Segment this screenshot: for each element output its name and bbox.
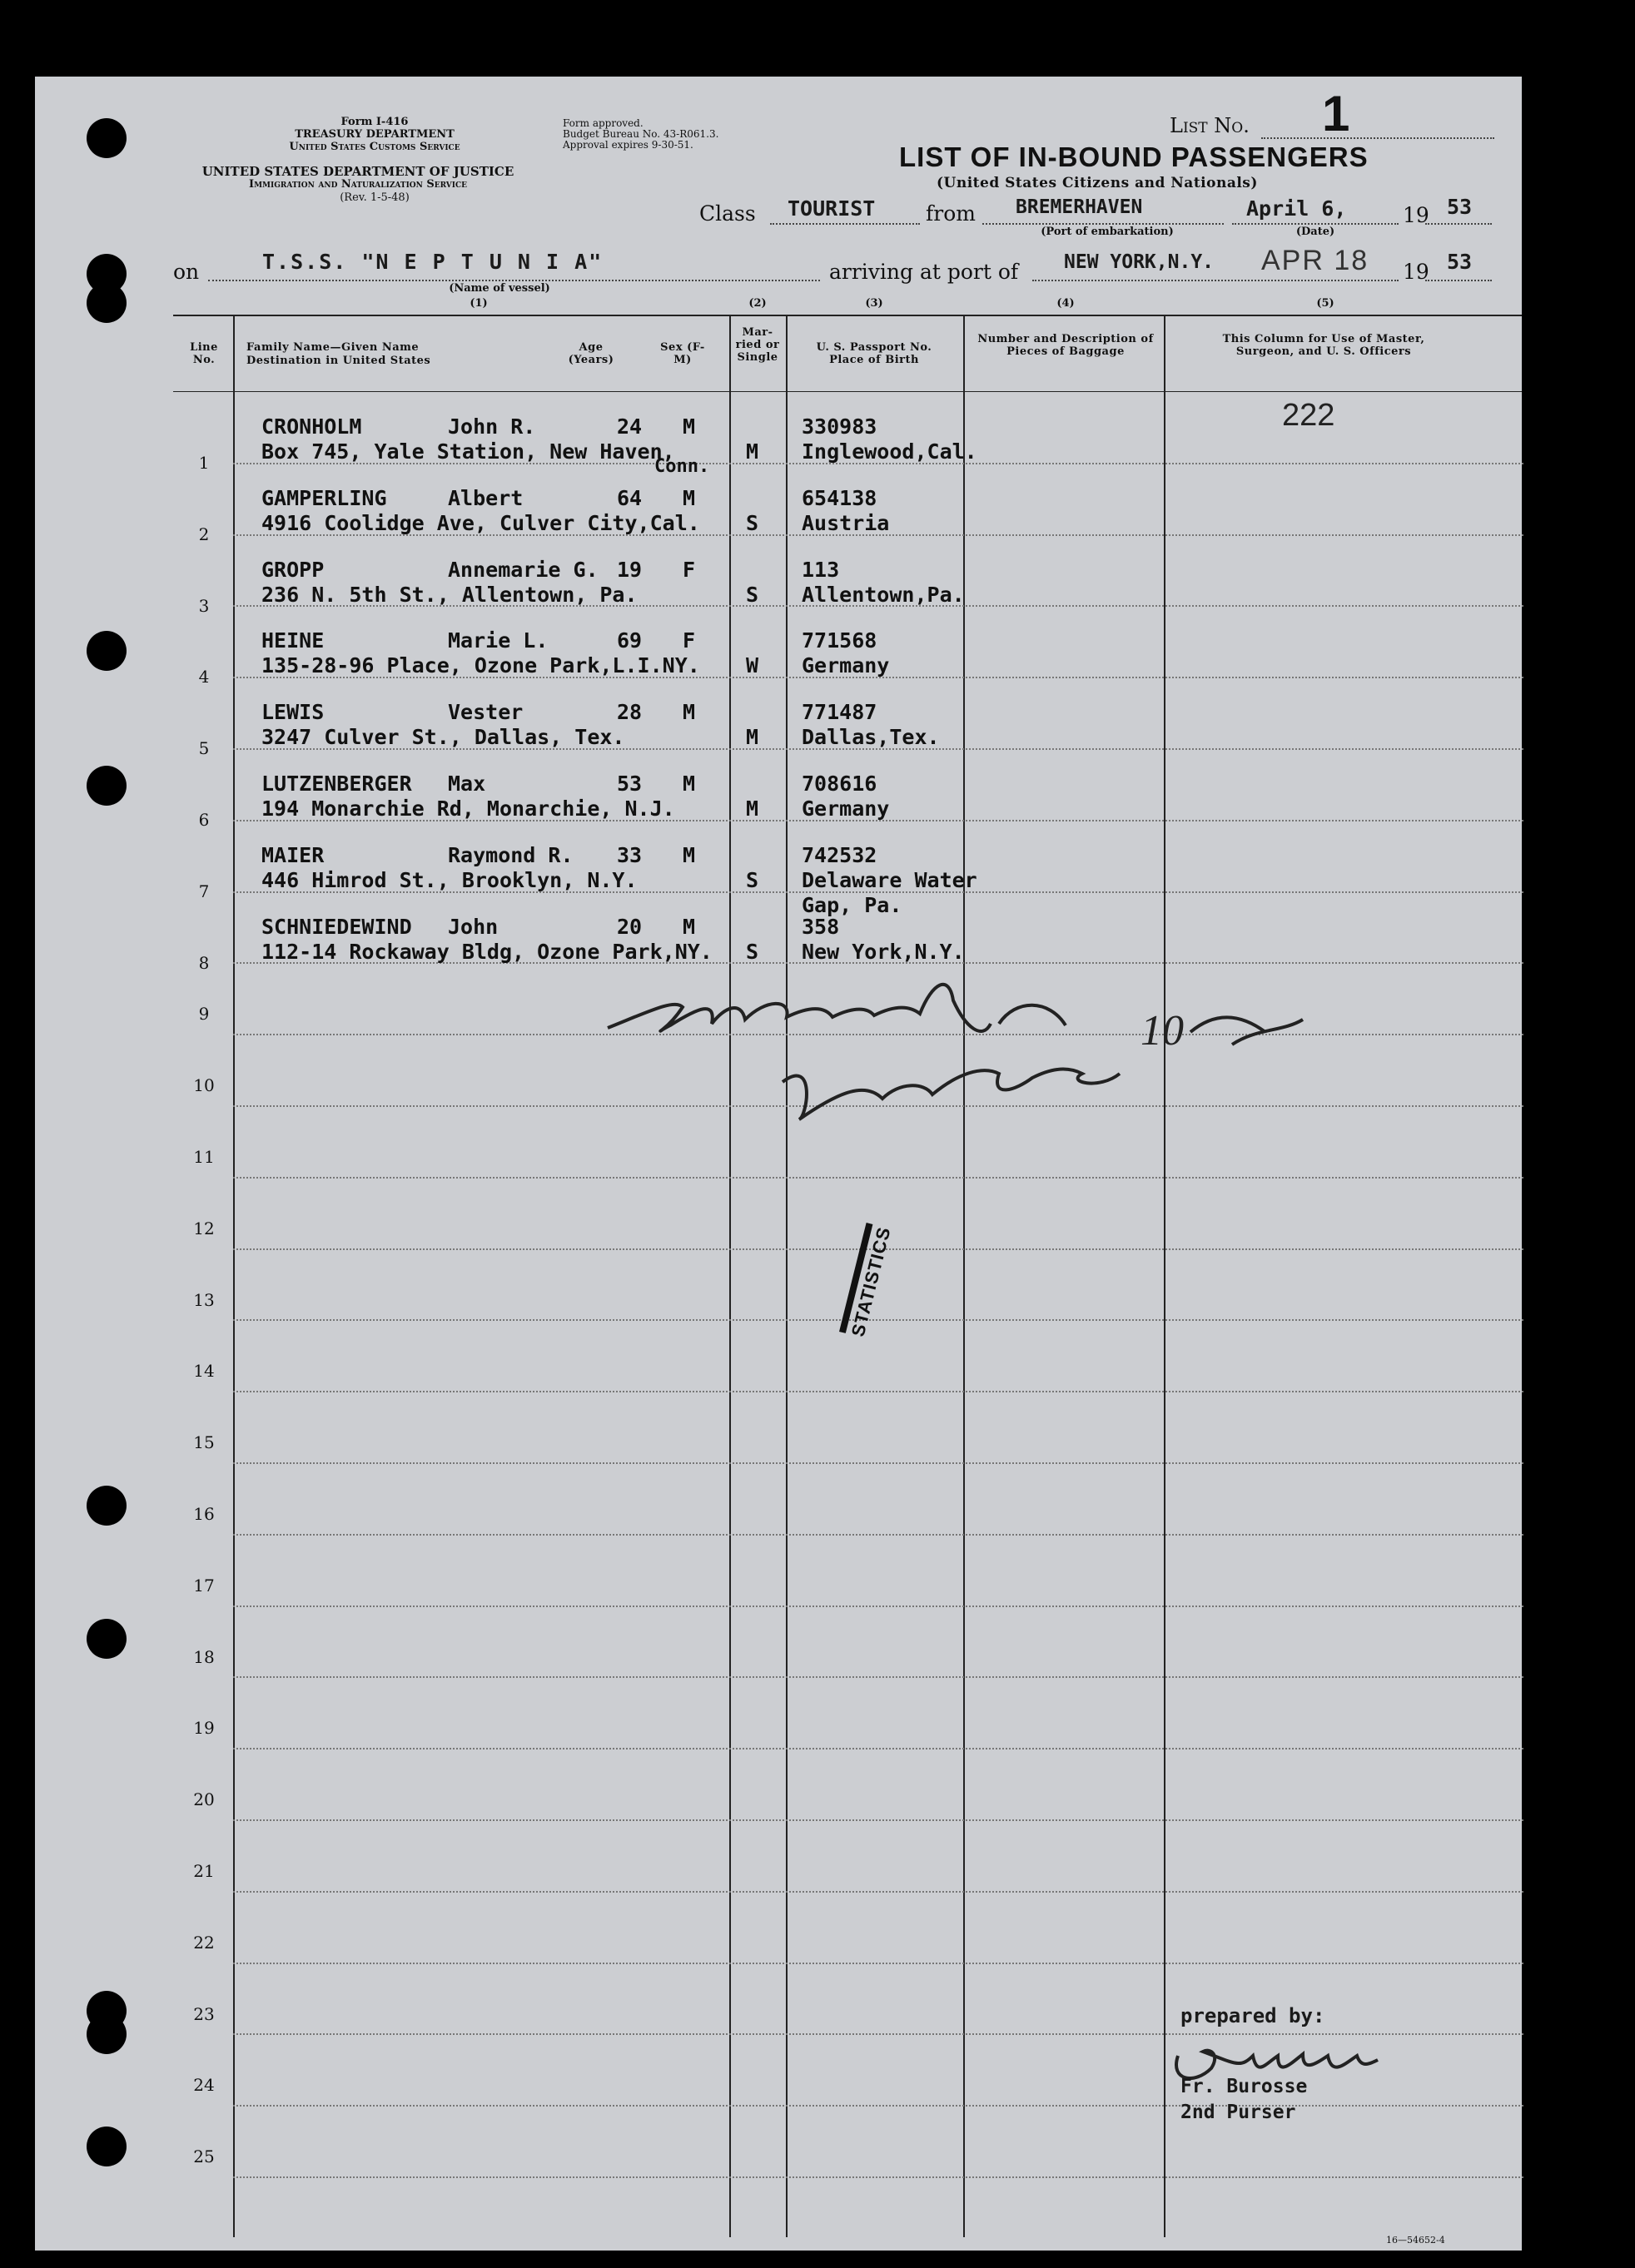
line-number: 24	[193, 2075, 215, 2096]
header-age: Age (Years)	[568, 341, 614, 366]
line-number: 23	[193, 2003, 215, 2024]
line-number: 17	[193, 1575, 215, 1596]
line-number: 16	[193, 1504, 215, 1524]
row-rule	[233, 1462, 1523, 1464]
row-rule	[233, 1605, 1523, 1607]
age: 19	[617, 557, 643, 582]
birthplace: Delaware Water	[802, 867, 977, 892]
row-rule	[233, 1391, 1523, 1392]
marital-status: S	[746, 582, 759, 607]
family-name: GAMPERLING	[261, 485, 387, 510]
header-line-no: Line No.	[190, 341, 218, 366]
line-number: 2	[198, 524, 210, 544]
given-name: Marie L.	[448, 628, 549, 653]
form-revision: (Rev. 1-5-48)	[340, 191, 410, 204]
col-divider-baggage	[1164, 315, 1165, 2237]
year-value: 53	[1447, 195, 1473, 219]
punch-hole	[87, 631, 127, 671]
vessel-caption: (Name of vessel)	[449, 282, 550, 295]
birthplace: Dallas,Tex.	[802, 725, 940, 750]
punch-hole	[87, 2014, 127, 2054]
line-number: 11	[193, 1147, 215, 1167]
line-number: 13	[193, 1289, 215, 1310]
age: 20	[617, 914, 643, 939]
family-name: MAIER	[261, 842, 325, 867]
destination-address: 236 N. 5th St., Allentown, Pa.	[261, 582, 638, 607]
line-number: 15	[193, 1432, 215, 1453]
row-rule	[233, 1319, 1523, 1321]
preparer-name: Fr. Burosse	[1180, 2076, 1308, 2097]
punch-hole	[87, 118, 127, 158]
line-number: 25	[193, 2146, 215, 2167]
row-rule	[233, 1534, 1523, 1536]
destination-address: 3247 Culver St., Dallas, Tex.	[261, 725, 625, 750]
row-rule	[233, 1819, 1523, 1821]
form-title: LIST OF IN-BOUND PASSENGERS	[899, 141, 1369, 172]
date-underline	[1232, 223, 1399, 225]
form-subtitle: (United States Citizens and Nationals)	[937, 175, 1258, 191]
given-name: Raymond R.	[448, 842, 574, 867]
marital-status: S	[746, 939, 759, 964]
col-divider-marital-right	[786, 315, 788, 2237]
form-number: Form I-416	[340, 116, 409, 128]
family-name: HEINE	[261, 628, 325, 653]
sex: M	[683, 772, 696, 796]
line-number: 5	[198, 738, 210, 759]
year-underline	[1425, 223, 1492, 225]
family-name: SCHNIEDEWIND	[261, 914, 412, 939]
arrival-date-stamp: APR 18	[1261, 245, 1369, 276]
treasury-dept: TREASURY DEPARTMENT	[295, 128, 455, 141]
given-name: John R.	[448, 414, 536, 439]
destination-address: 112-14 Rockaway Bldg, Ozone Park,NY.	[261, 939, 713, 964]
header-baggage: Number and Description of Pieces of Baggage	[977, 333, 1154, 358]
row-rule	[233, 1748, 1523, 1749]
embarkation-port: BREMERHAVEN	[1016, 196, 1143, 218]
punch-hole	[87, 766, 127, 806]
class-underline	[770, 223, 920, 225]
on-label: on	[173, 260, 200, 284]
sex: M	[683, 485, 696, 510]
passport-number: 771568	[802, 628, 877, 653]
row-rule	[233, 2176, 1523, 2178]
age: 33	[617, 842, 643, 867]
punch-hole	[87, 2127, 127, 2166]
year-prefix: 19	[1403, 203, 1429, 227]
passport-number: 358	[802, 914, 840, 939]
passport-number: 113	[802, 557, 840, 582]
ins-service: Immigration and Naturalization Service	[248, 178, 467, 191]
column-number-5: (5)	[1316, 297, 1334, 310]
sex: M	[683, 842, 696, 867]
date-caption: (Date)	[1295, 226, 1335, 238]
age: 53	[617, 772, 643, 796]
destination-address: 4916 Coolidge Ave, Culver City,Cal.	[261, 510, 700, 535]
passport-number: 771487	[802, 700, 877, 725]
marital-status: S	[746, 867, 759, 892]
family-name: LEWIS	[261, 700, 325, 725]
line-number: 21	[193, 1861, 215, 1881]
passport-number: 654138	[802, 485, 877, 510]
line-number: 19	[193, 1718, 215, 1739]
justice-dept: UNITED STATES DEPARTMENT OF JUSTICE	[201, 164, 514, 179]
column-number-2: (2)	[748, 297, 767, 310]
line-number: 14	[193, 1361, 215, 1382]
officer-note: 222	[1282, 398, 1335, 433]
birthplace: Austria	[802, 510, 890, 535]
destination-address: Box 745, Yale Station, New Haven,	[261, 439, 675, 464]
list-no-label: List No.	[1170, 114, 1250, 137]
arrival-port: NEW YORK,N.Y.	[1064, 251, 1215, 273]
given-name: John	[448, 914, 499, 939]
age: 69	[617, 628, 643, 653]
year-underline-2	[1425, 280, 1492, 281]
line-number: 7	[198, 881, 210, 901]
birthplace: Germany	[802, 653, 890, 678]
given-name: Vester	[448, 700, 524, 725]
header-married: Mar-ried or Single	[735, 326, 780, 364]
marital-status: W	[746, 653, 759, 678]
row-rule	[233, 1891, 1523, 1893]
passport-number: 330983	[802, 414, 877, 439]
given-name: Annemarie G.	[448, 557, 599, 582]
family-name: CRONHOLM	[261, 414, 362, 439]
port-caption: (Port of embarkation)	[1041, 226, 1174, 238]
header-bottom-rule	[173, 391, 1522, 392]
row-rule	[233, 1963, 1523, 1964]
port-underline	[982, 223, 1224, 225]
line-number: 8	[198, 952, 210, 973]
row-rule	[233, 1177, 1523, 1179]
destination-address: 194 Monarchie Rd, Monarchie, N.J.	[261, 797, 675, 821]
from-label: from	[926, 201, 976, 226]
header-passport: U. S. Passport No. Place of Birth	[816, 341, 932, 366]
age: 24	[617, 414, 643, 439]
class-label: Class	[699, 201, 756, 226]
line-number: 20	[193, 1789, 215, 1810]
given-name: Max	[448, 772, 486, 796]
marital-status: M	[746, 725, 759, 750]
punch-hole	[87, 1486, 127, 1526]
vessel-underline	[208, 280, 820, 281]
line-number: 1	[198, 453, 210, 473]
destination-address: 135-28-96 Place, Ozone Park,L.I.NY.	[261, 653, 700, 678]
signature-date-note: 10	[1141, 1007, 1184, 1055]
header-destination: Destination in United States	[246, 355, 431, 367]
prepared-label: prepared by:	[1180, 2004, 1325, 2027]
line-number: 3	[198, 595, 210, 616]
header-sex: Sex (F-M)	[660, 341, 705, 366]
passport-number: 742532	[802, 842, 877, 867]
header-family-name: Family Name—Given Name	[246, 341, 420, 354]
sex: F	[683, 628, 696, 653]
form-code: 16—54652-4	[1386, 2235, 1445, 2246]
customs-service: United States Customs Service	[289, 141, 460, 153]
birthplace: Allentown,Pa.	[802, 582, 965, 607]
age: 64	[617, 485, 643, 510]
preparer-title: 2nd Purser	[1180, 2102, 1296, 2123]
birthplace: Germany	[802, 797, 890, 821]
header-officers: This Column for Use of Master, Surgeon, and U. S. Officers	[1222, 333, 1425, 358]
birthplace: Inglewood,Cal.	[802, 439, 977, 464]
line-number: 22	[193, 1932, 215, 1953]
table-top-rule	[173, 315, 1522, 316]
punch-hole	[87, 283, 127, 323]
list-no-underline	[1261, 137, 1494, 139]
line-number: 10	[193, 1075, 215, 1096]
birthplace: New York,N.Y.	[802, 939, 965, 964]
line-number: 18	[193, 1646, 215, 1667]
column-number-3: (3)	[865, 297, 883, 310]
line-number: 9	[198, 1004, 210, 1025]
col-divider-line-no	[233, 315, 235, 2237]
sex: M	[683, 700, 696, 725]
family-name: GROPP	[261, 557, 325, 582]
sex: M	[683, 914, 696, 939]
sex: M	[683, 414, 696, 439]
arriving-label: arriving at port of	[829, 260, 1019, 284]
inspector-signature	[599, 949, 1399, 1157]
form-approved: Form approved. Budget Bureau No. 43-R061.3. Approval expires 9-30-51.	[563, 117, 719, 151]
statistics-stamp: STATISTICS	[839, 1223, 896, 1339]
vessel-name: T.S.S. "N E P T U N I A"	[262, 250, 604, 274]
year-value-2: 53	[1447, 250, 1473, 274]
marital-status: M	[746, 439, 759, 464]
class-value: TOURIST	[788, 196, 876, 221]
line-number: 6	[198, 810, 210, 830]
age: 28	[617, 700, 643, 725]
destination-address-cont: Conn.	[654, 456, 710, 477]
family-name: LUTZENBERGER	[261, 772, 412, 796]
line-number: 12	[193, 1218, 215, 1238]
birthplace-cont: Gap, Pa.	[802, 892, 902, 917]
punch-hole	[87, 1619, 127, 1659]
embarkation-date: April 6,	[1246, 196, 1347, 221]
arrival-underline	[1032, 280, 1399, 281]
destination-address: 446 Himrod St., Brooklyn, N.Y.	[261, 867, 638, 892]
list-no-value: 1	[1322, 86, 1350, 141]
column-number-4: (4)	[1056, 297, 1075, 310]
line-number: 4	[198, 667, 210, 687]
column-number-1: (1)	[470, 297, 488, 310]
row-rule	[233, 1676, 1523, 1678]
year-prefix-2: 19	[1403, 260, 1429, 284]
given-name: Albert	[448, 485, 524, 510]
passport-number: 708616	[802, 772, 877, 796]
marital-status: S	[746, 510, 759, 535]
sex: F	[683, 557, 696, 582]
col-divider-marital-left	[729, 315, 731, 2237]
marital-status: M	[746, 797, 759, 821]
row-rule	[233, 2105, 1523, 2107]
